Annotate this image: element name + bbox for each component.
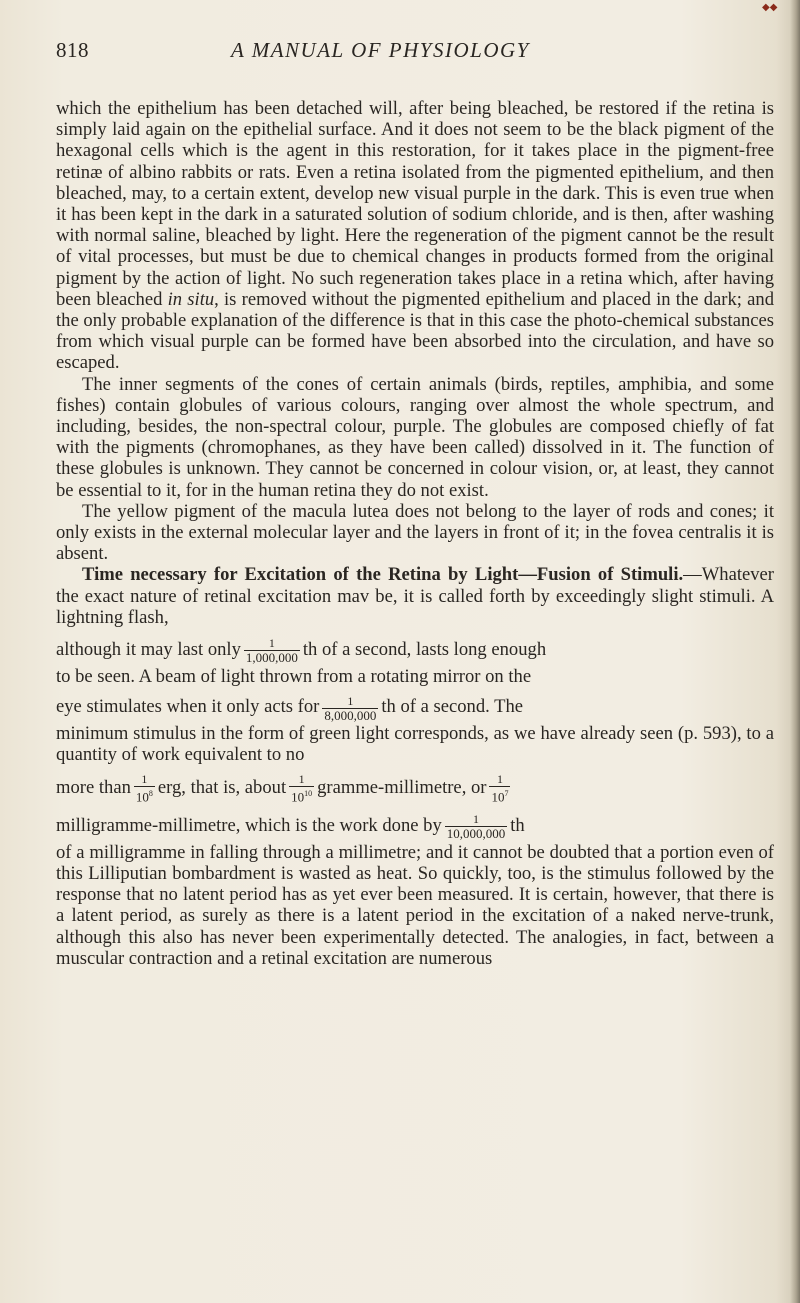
paragraph-4-line-fraction-2: eye stimulates when it only acts for $\frac{1}{8,000,000}$ th of a second. The bbox=[56, 693, 524, 723]
section-heading: Time necessary for Excitation of the Retina by Light—Fusion of Stimuli. bbox=[82, 564, 684, 586]
page-number: 818 bbox=[56, 38, 89, 62]
fraction-ten-to-eight: $\frac{1}{10^8}$ bbox=[135, 772, 153, 805]
paragraph-3: The yellow pigment of the macula lutea does not belong to the layer of rods and cones; it only exists in the external molecular layer and the layers in front of it; in the fovea centralis it is absent. bbox=[56, 500, 774, 565]
paragraph-1: which the epithelium has been detached will, after being bleached, be restored if the retina is simply laid again on the epithelial surface. And it does not seem to be the black pigment of the hexagonal cells which is the agent in this restoration, for it takes place in the pigment-free retinæ of albino rabbits or rats. Even a retina isolated from the pigmented epithelium, and then bleached, may, to a certain extent, develop new visual purple in the dark. This is even true when it has been kept in the dark in a saturated solution of sodium chloride, and is then, after washing with normal saline, bleached by light. Here the regeneration of the pigment cannot be the result of vital processes, but must be due to chemical changes in products formed from the original pigment by the action of light. No such regeneration takes place in a retina which, after having been bleached in situ, is removed without the pigmented epithelium and placed in the dark; and the only probable explanation of the difference is that in this case the photo-chemical substances from which visual purple can be formed have been absorbed into the circulation, and have so escaped. bbox=[56, 98, 774, 374]
running-head: A MANUAL OF PHYSIOLOGY bbox=[231, 38, 530, 62]
body-text bbox=[56, 98, 774, 969]
paragraph-4-line-h: of a milligramme in falling through a millimetre; and it cannot be doubted that a portion even of this Lilliputian bombardment is wasted as heat. So quickly, too, is the stimulus followed by the response that no latent period has as yet ever been measured. It is certain, however, that there is a latent period, as surely as there is a latent period in the excitation of a naked nerve-trunk, although this also has never been experimentally detected. The analogies, in fact, between a muscular contraction and a retinal excitation are numerous bbox=[56, 841, 774, 969]
fraction-one-millionth: $\frac{1}{1,000,000}$ bbox=[245, 636, 298, 666]
paragraph-4-line-c: to be seen. A beam of light thrown from a rotating mirror on the bbox=[56, 666, 532, 688]
fraction-ten-to-ten: $\frac{1}{10^{10}}$ bbox=[291, 772, 313, 805]
paragraph-4: Time necessary for Excitation of the Retina by Light—Fusion of Stimuli.—Whatever the exact nature of retinal excitation mav be, it is called forth by exceedingly slight stimuli. A lightning flash, bbox=[56, 564, 774, 628]
fraction-one-eight-millionth: $\frac{1}{8,000,000}$ bbox=[324, 693, 377, 723]
page-edge-shadow bbox=[790, 0, 800, 1303]
paragraph-2: The inner segments of the cones of certain animals (birds, reptiles, amphibia, and some fishes) contain globules of various colours, ranging over almost the whole spectrum, and including, besides, the non-spectral colour, purple. The globules are composed chiefly of fat with the pigments (chromophanes, as they have been called) dissolved in it. The function of these globules is unknown. They cannot be concerned in colour vision, or, at least, they cannot be essential to it, for in the human retina they do not exist. bbox=[56, 373, 774, 501]
fraction-ten-to-seven: $\frac{1}{10^7}$ bbox=[491, 772, 509, 805]
page-header bbox=[56, 38, 756, 68]
italic-in-situ: in situ bbox=[167, 288, 215, 310]
fraction-ten-millionth: $\frac{1}{10,000,000}$ bbox=[446, 811, 506, 841]
corner-ink-mark: ◆◆ bbox=[762, 2, 778, 13]
paragraph-4-line-fraction-1: although it may last only $\frac{1}{1,000,000}$ th of a second, lasts long enough bbox=[56, 636, 547, 666]
paragraph-4-line-fraction-6: milligramme-millimetre, which is the work done by $\frac{1}{10,000,000}$ th bbox=[56, 811, 525, 841]
paragraph-4-line-e: minimum stimulus in the form of green light corresponds, as we have already seen (p. 593), to a quantity of work equivalent to no bbox=[56, 723, 774, 766]
paragraph-4-line-fractions-3-5: more than $\frac{1}{10^8}$ erg, that is, about $\frac{1}{10^{10}}$ gramme-millimetre, or $\frac{1}{10^7}$ bbox=[56, 772, 509, 805]
